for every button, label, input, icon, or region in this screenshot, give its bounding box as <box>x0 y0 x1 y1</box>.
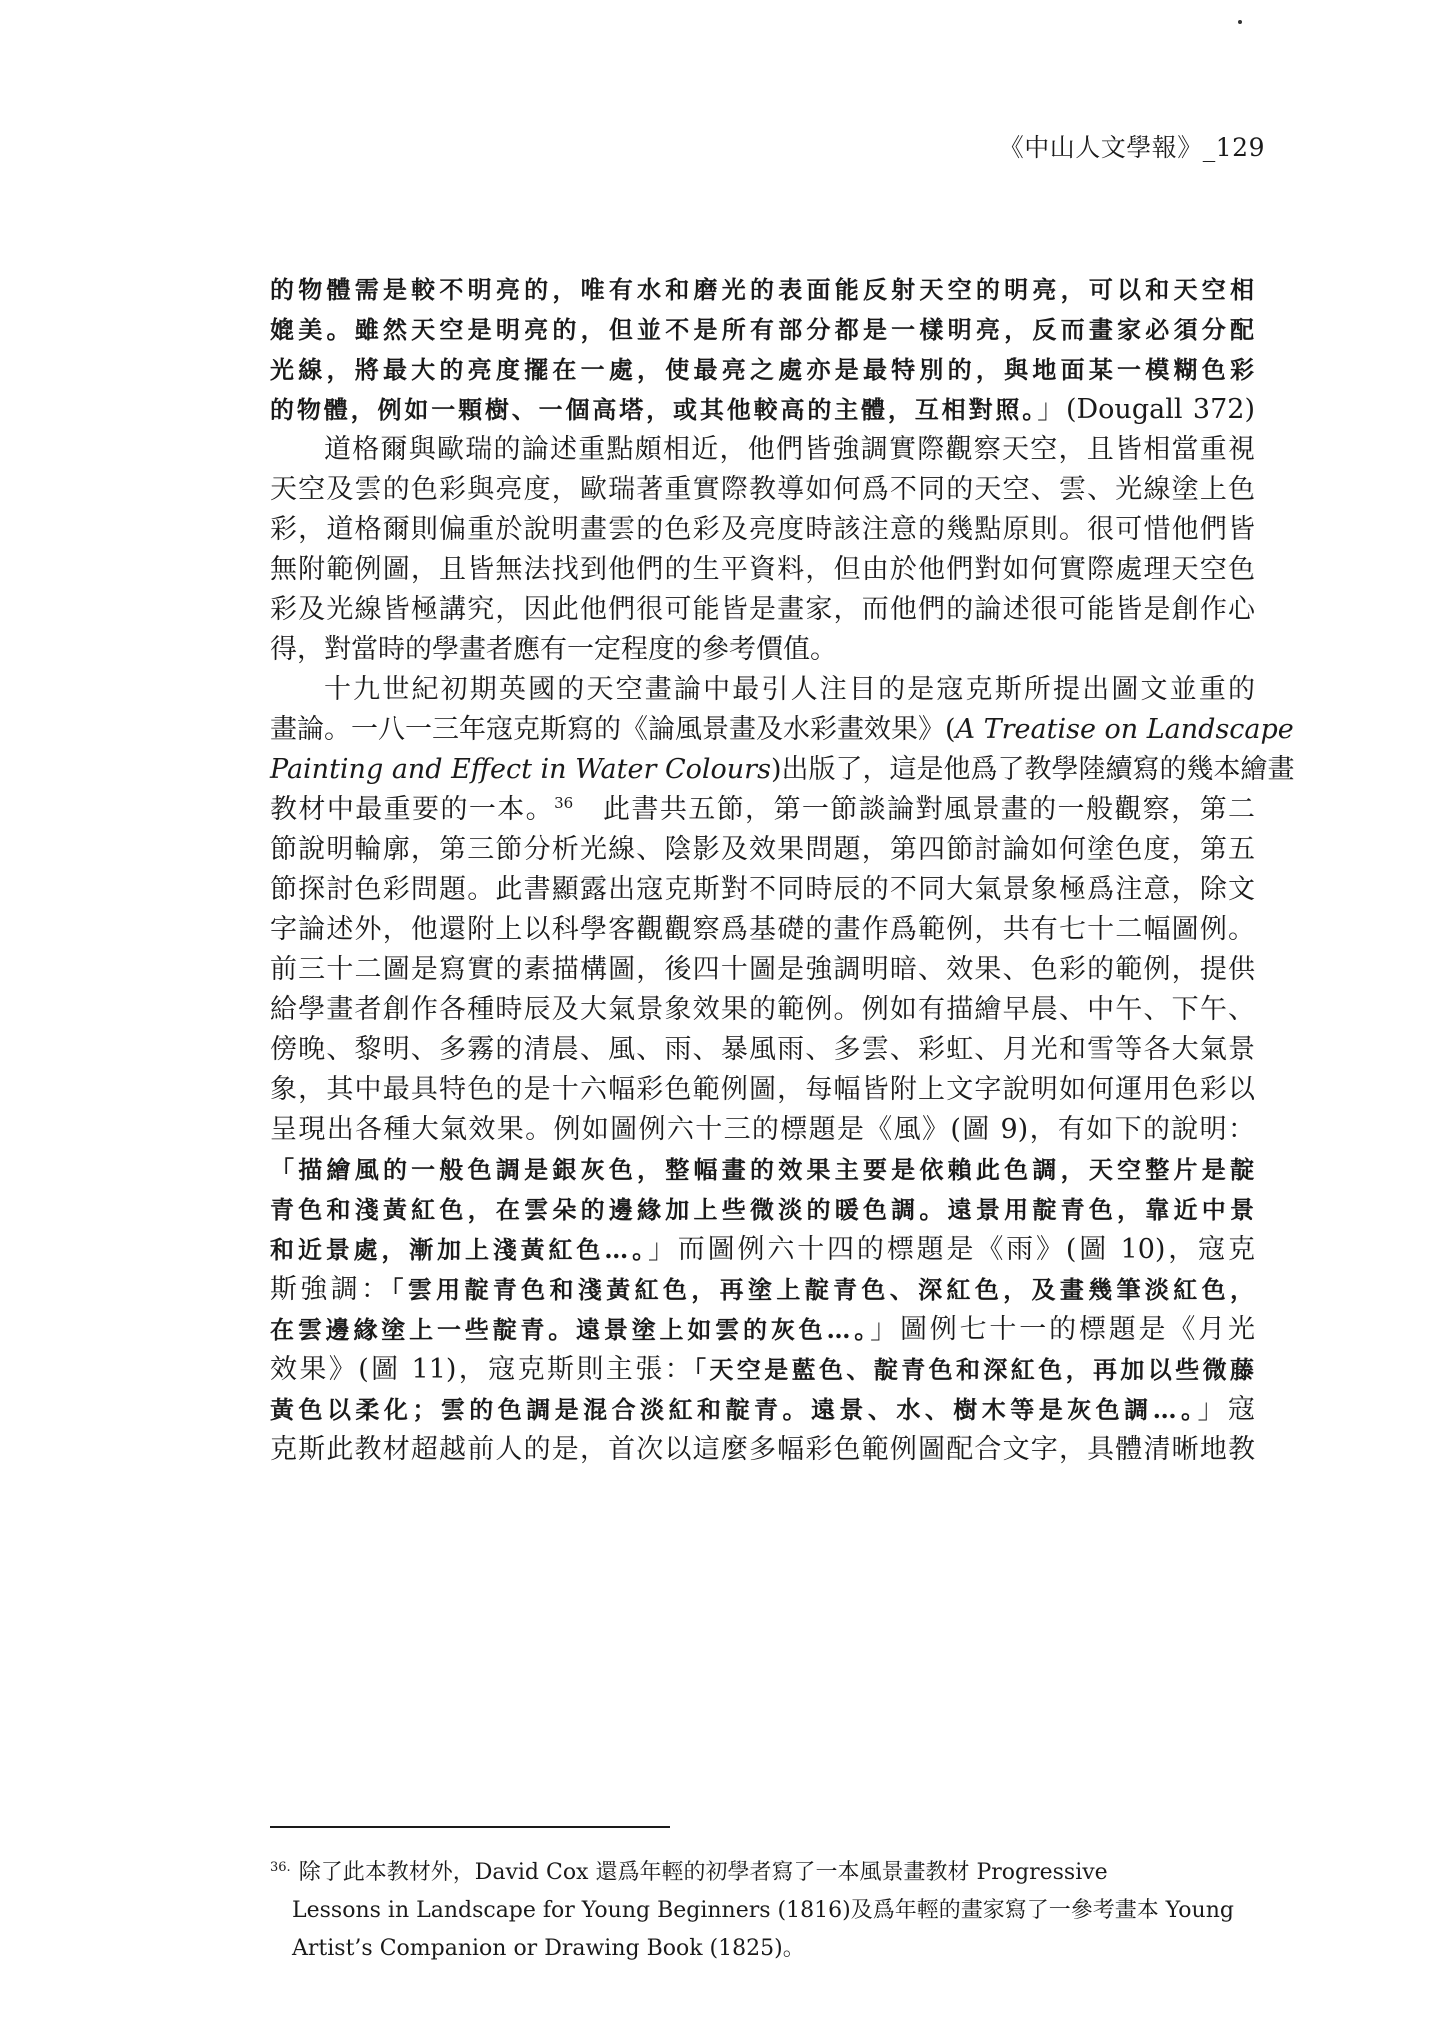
footnote-number: 36. <box>270 1859 291 1875</box>
text-line: 彩，道格爾則偏重於說明畫雲的色彩及亮度時該注意的幾點原則。很可惜他們皆 <box>270 514 1255 545</box>
text-line: 天空及雲的色彩與亮度，歐瑞著重實際教導如何爲不同的天空、雲、光線塗上色 <box>270 474 1255 505</box>
text-line: 畫論。一八一三年寇克斯寫的《論風景畫及水彩畫效果》(A Treatise on Landscape <box>270 714 1294 745</box>
text-line: 前三十二圖是寫實的素描構圖，後四十圖是強調明暗、效果、色彩的範例，提供 <box>270 954 1255 985</box>
footnote-divider <box>270 1826 670 1828</box>
footnote-ref[interactable]: 36 <box>554 794 574 812</box>
text-line: 道格爾與歐瑞的論述重點頗相近，他們皆強調實際觀察天空，且皆相當重視 <box>324 434 1255 465</box>
text-line: 給學畫者創作各種時辰及大氣景象效果的範例。例如有描繪早晨、中午、下午、 <box>270 994 1255 1025</box>
text-line: 節說明輪廓，第三節分析光線、陰影及效果問題，第四節討論如何塗色度，第五 <box>270 834 1255 865</box>
footnote-line: $^{36.}$ 除了此本教材外，David Cox 還爲年輕的初學者寫了一本風景畫教材 Progressive <box>270 1859 1108 1885</box>
text-line: 斯強調：「雲用靛青色和淺黃紅色，再塗上靛青色、深紅色，及畫幾筆淡紅色， <box>270 1274 1256 1305</box>
text-line: 十九世紀初期英國的天空畫論中最引人注目的是寇克斯所提出圖文並重的 <box>324 674 1255 705</box>
text-line: 「描繪風的一般色調是銀灰色，整幅畫的效果主要是依賴此色調，天空整片是靛 <box>270 1155 1255 1184</box>
text-line: 和近景處，漸加上淺黃紅色…。」而圖例六十四的標題是《雨》(圖 10)，寇克 <box>270 1234 1255 1265</box>
text-line: 媲美。雖然天空是明亮的，但並不是所有部分都是一樣明亮，反而畫家必須分配 <box>270 315 1255 344</box>
text-line: Painting and Effect in Water Colours)出版了，這是他爲了教學陸續寫的幾本繪畫 <box>270 754 1295 785</box>
text-line: 象，其中最具特色的是十六幅彩色範例圖，每幅皆附上文字說明如何運用色彩以 <box>270 1074 1255 1105</box>
text-line: 黃色以柔化；雲的色調是混合淡紅和靛青。遠景、水、樹木等是灰色調…。」寇 <box>270 1394 1256 1425</box>
text-line: 得，對當時的學畫者應有一定程度的參考價值。 <box>270 634 837 665</box>
footnote-line: Artist’s Companion or Drawing Book (1825)。 <box>292 1936 805 1961</box>
text-line: 呈現出各種大氣效果。例如圖例六十三的標題是《風》(圖 9)，有如下的說明： <box>270 1114 1255 1145</box>
footnote <box>270 1854 1255 1968</box>
text-line: 青色和淺黃紅色，在雲朵的邊緣加上些微淡的暖色調。遠景用靛青色，靠近中景 <box>270 1195 1255 1224</box>
journal-title: 《中山人文學報》 <box>998 133 1203 162</box>
text-line: 效果》(圖 11)，寇克斯則主張：「天空是藍色、靛青色和深紅色，再加以些微藤 <box>270 1354 1255 1385</box>
text-line: 無附範例圖，且皆無法找到他們的生平資料，但由於他們對如何實際處理天空色 <box>270 554 1255 585</box>
page-speck <box>1238 20 1242 24</box>
text-line: 的物體需是較不明亮的，唯有水和磨光的表面能反射天空的明亮，可以和天空相 <box>270 275 1255 304</box>
text-line: 在雲邊緣塗上一些靛青。遠景塗上如雲的灰色…。」圖例七十一的標題是《月光 <box>270 1314 1256 1345</box>
text-line: 節探討色彩問題。此書顯露出寇克斯對不同時辰的不同大氣景象極爲注意，除文 <box>270 874 1255 905</box>
text-line: 光線，將最大的亮度擺在一處，使最亮之處亦是最特別的，與地面某一模糊色彩 <box>270 355 1255 384</box>
page-number: _129 <box>1202 133 1265 162</box>
running-header <box>999 128 1265 164</box>
text-line: 字論述外，他還附上以科學客觀觀察爲基礎的畫作爲範例，共有七十二幅圖例。 <box>270 914 1255 945</box>
text-line: 傍晚、黎明、多霧的清晨、風、雨、暴風雨、多雲、彩虹、月光和雪等各大氣景 <box>270 1034 1255 1065</box>
text-line: 的物體，例如一顆樹、一個高塔，或其他較高的主體，互相對照。」(Dougall 372) <box>270 394 1255 425</box>
footnote-line: Lessons in Landscape for Young Beginners (1816)及爲年輕的畫家寫了一參考畫本 Young <box>292 1898 1234 1923</box>
body-text <box>270 270 1295 1470</box>
text-line: 彩及光線皆極講究，因此他們很可能皆是畫家，而他們的論述很可能皆是創作心 <box>270 594 1255 625</box>
text-line: 教材中最重要的一本。$^{36}$ 此書共五節，第一節談論對風景畫的一般觀察，第二 <box>270 794 1256 825</box>
text-line: 克斯此教材超越前人的是，首次以這麼多幅彩色範例圖配合文字，具體清晰地教 <box>270 1434 1255 1465</box>
